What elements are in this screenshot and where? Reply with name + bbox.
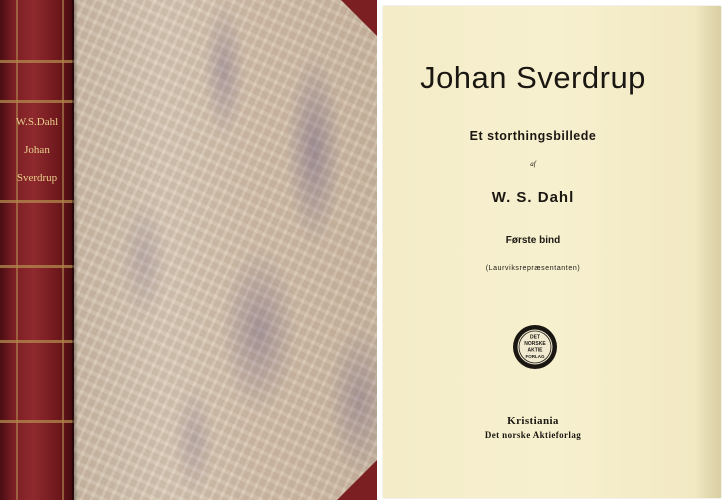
seal-line-4: FORLAG bbox=[525, 354, 545, 359]
seal-line-3: AKTIE bbox=[527, 347, 543, 354]
imprint-place: Kristiania bbox=[507, 415, 559, 427]
volume-label: Første bind bbox=[505, 235, 561, 246]
spine-band bbox=[0, 100, 74, 103]
seal-line-1: DET bbox=[530, 334, 540, 341]
volume-subtitle: (Laurviksrepræsentanten) bbox=[485, 265, 581, 272]
by-label: af bbox=[530, 160, 536, 168]
publisher-seal-icon bbox=[511, 323, 559, 371]
spine-shadow bbox=[72, 0, 78, 500]
spine-band bbox=[0, 60, 74, 63]
marbled-board bbox=[74, 0, 377, 500]
spine-rule bbox=[16, 0, 18, 500]
book-title: Johan Sverdrup bbox=[420, 60, 646, 95]
author-name: W. S. Dahl bbox=[491, 189, 575, 206]
spine-rule bbox=[62, 0, 64, 500]
spine-band bbox=[0, 340, 74, 343]
leather-spine bbox=[0, 0, 74, 500]
book-subtitle: Et storthingsbillede bbox=[469, 129, 597, 143]
spine-author: W.S.Dahl bbox=[15, 116, 59, 128]
spine-title-line2: Sverdrup bbox=[16, 172, 58, 184]
spine-band bbox=[0, 265, 74, 268]
imprint-publisher: Det norske Aktieforlag bbox=[484, 430, 582, 440]
spine-title bbox=[2, 108, 72, 192]
leather-corner-top bbox=[341, 0, 377, 36]
spine-title-line1: Johan bbox=[24, 144, 50, 156]
title-page bbox=[383, 6, 721, 498]
seal-line-2: NORSKE bbox=[524, 341, 546, 347]
leather-corner-bottom bbox=[337, 460, 377, 500]
page-edge bbox=[695, 6, 721, 498]
spine-band bbox=[0, 200, 74, 203]
spine-band bbox=[0, 420, 74, 423]
